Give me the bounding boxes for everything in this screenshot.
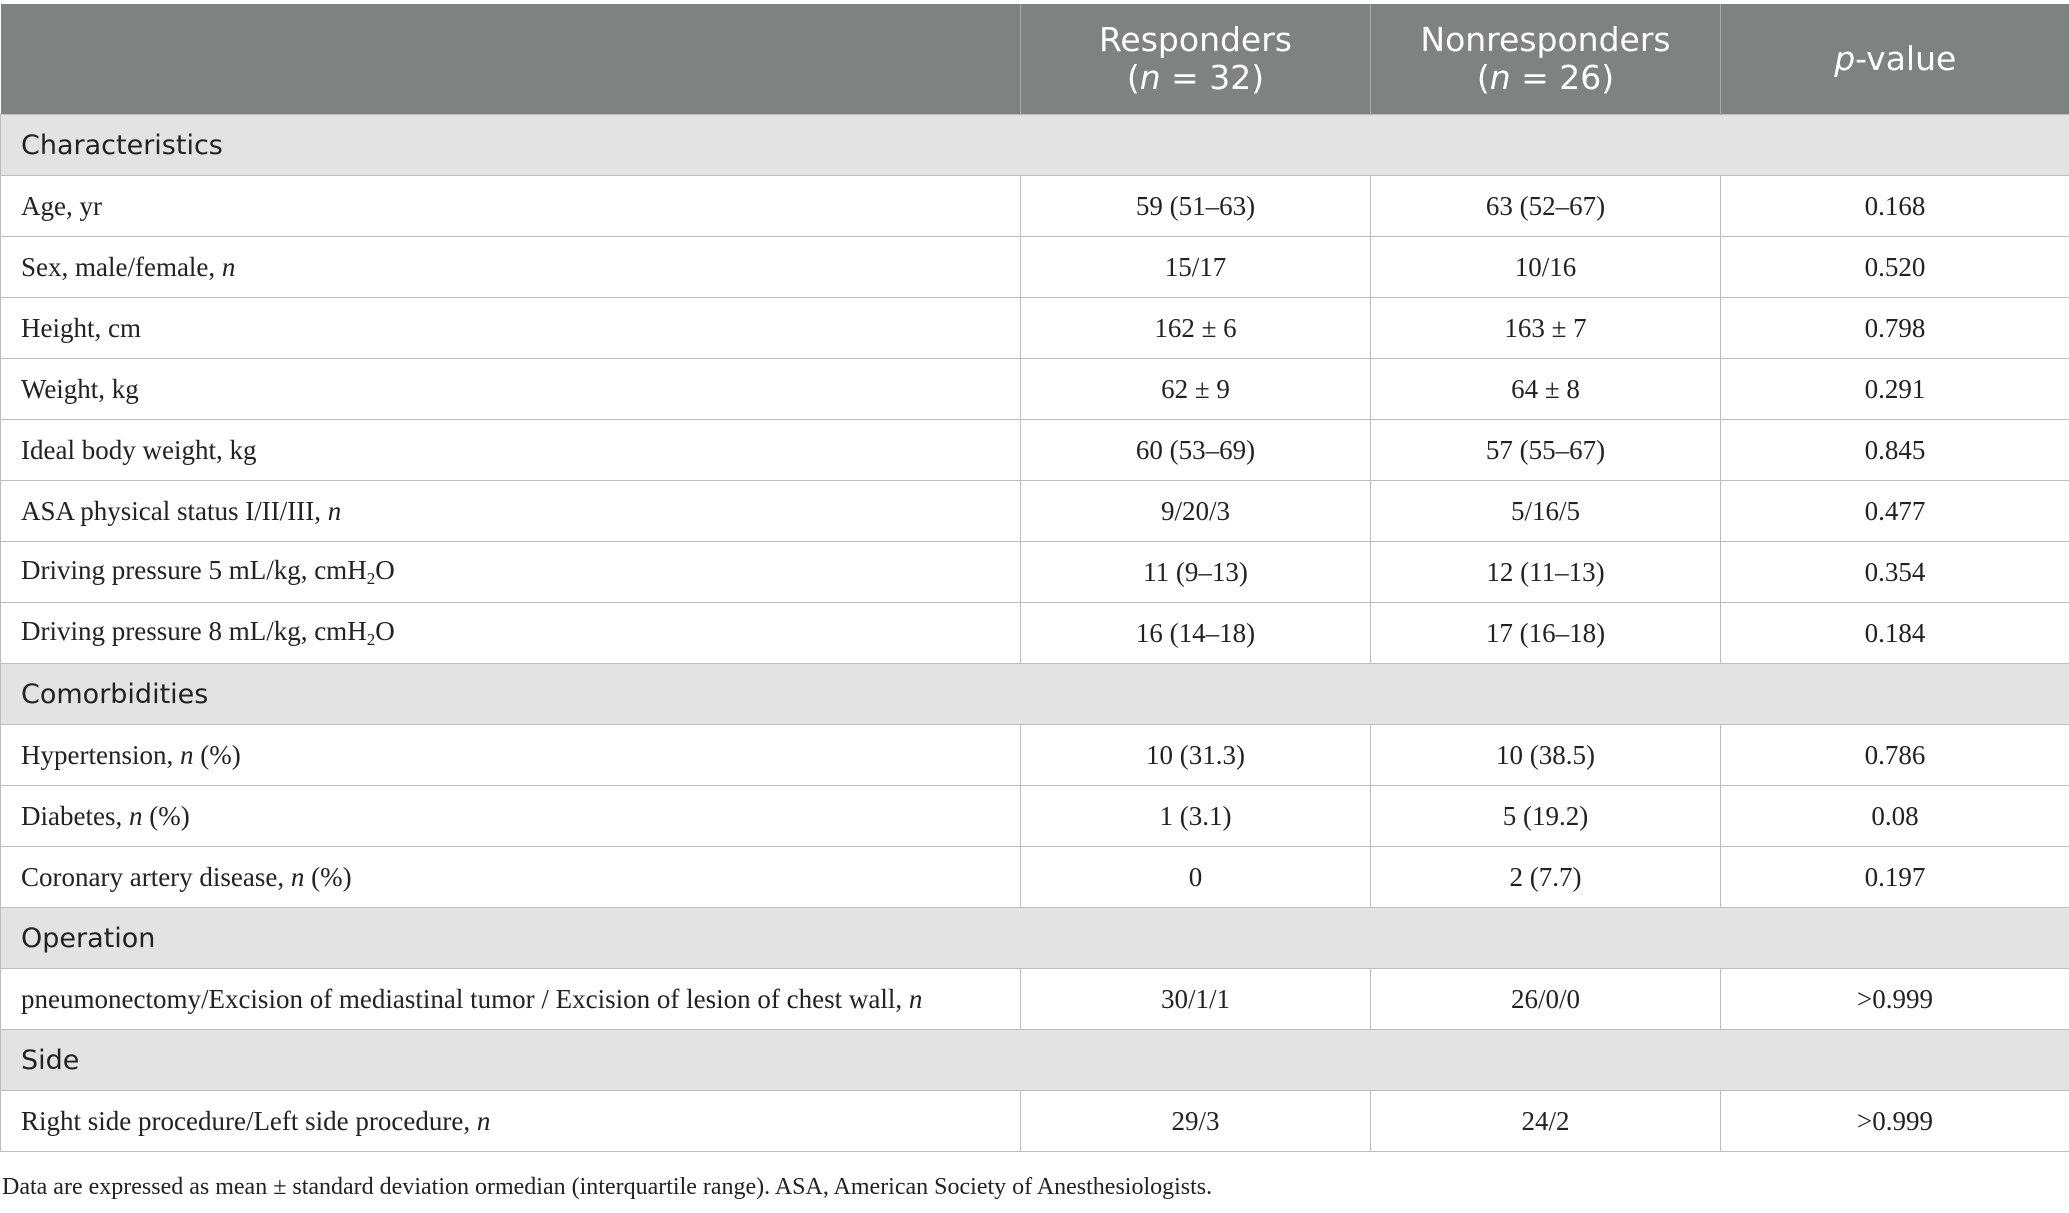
p-value-cell: >0.999 [1721, 1091, 2069, 1152]
section-row-side [1, 1030, 2069, 1091]
table-header-row [1, 4, 2069, 115]
p-value-cell: 0.786 [1721, 725, 2069, 786]
p-value-cell: >0.999 [1721, 969, 2069, 1030]
header-p-symbol: p [1834, 39, 1856, 78]
responders-cell: 62 ± 9 [1021, 359, 1371, 420]
nonresponders-cell: 24/2 [1371, 1091, 1721, 1152]
row-label [1, 603, 1021, 664]
row-label-tail: (%) [193, 739, 241, 770]
responders-cell: 162 ± 6 [1021, 298, 1371, 359]
characteristics-table [0, 4, 2069, 1152]
table-row-diabetes [1, 786, 2069, 847]
row-label-tail: (%) [304, 861, 352, 892]
nonresponders-cell: 64 ± 8 [1371, 359, 1721, 420]
row-label-text: Diabetes, [21, 800, 129, 831]
table-row-hypertension [1, 725, 2069, 786]
header-blank [1, 4, 1021, 115]
table-row-driving-pressure-5 [1, 542, 2069, 603]
row-label: Ideal body weight, kg [1, 420, 1021, 481]
header-p-rest: -value [1855, 39, 1957, 78]
row-label-text: Coronary artery disease, [21, 861, 291, 892]
header-nonresponders: Nonresponders (n = 26) [1371, 4, 1721, 115]
nonresponders-cell: 17 (16–18) [1371, 603, 1721, 664]
section-title-side: Side [1, 1030, 2069, 1091]
p-value-cell: 0.291 [1721, 359, 2069, 420]
p-value-cell: 0.845 [1721, 420, 2069, 481]
responders-cell: 60 (53–69) [1021, 420, 1371, 481]
nonresponders-cell: 12 (11–13) [1371, 542, 1721, 603]
table-container [0, 4, 2069, 1152]
p-value-cell: 0.354 [1721, 542, 2069, 603]
table-row-height [1, 298, 2069, 359]
row-label [1, 725, 1021, 786]
section-title-operation: Operation [1, 908, 2069, 969]
header-responders-n: = 32) [1160, 58, 1265, 97]
row-label-tail: O [375, 555, 395, 585]
table-row-coronary-artery-disease [1, 847, 2069, 908]
nonresponders-cell: 26/0/0 [1371, 969, 1721, 1030]
p-value-cell: 0.184 [1721, 603, 2069, 664]
row-label-italic: n [327, 495, 342, 526]
table-row-sex [1, 237, 2069, 298]
row-label-italic: n [908, 983, 923, 1014]
responders-cell: 29/3 [1021, 1091, 1371, 1152]
row-label-text: Right side procedure/Left side procedure, [21, 1105, 477, 1136]
row-label [1, 786, 1021, 847]
table-row-age [1, 176, 2069, 237]
responders-cell: 11 (9–13) [1021, 542, 1371, 603]
row-label: Age, yr [1, 176, 1021, 237]
row-label-text: Driving pressure 8 mL/kg, cmH [21, 616, 367, 646]
row-label [1, 847, 1021, 908]
row-label-subscript: 2 [366, 569, 376, 588]
nonresponders-cell: 2 (7.7) [1371, 847, 1721, 908]
responders-cell: 16 (14–18) [1021, 603, 1371, 664]
table-row-weight [1, 359, 2069, 420]
row-label-text: Driving pressure 5 mL/kg, cmH [21, 555, 367, 585]
responders-cell: 10 (31.3) [1021, 725, 1371, 786]
header-nonresponders-n-symbol: n [1489, 58, 1511, 97]
row-label [1, 969, 1021, 1030]
row-label-italic: n [128, 800, 143, 831]
row-label-tail: (%) [142, 800, 190, 831]
row-label [1, 1091, 1021, 1152]
row-label-text: Hypertension, [21, 739, 180, 770]
table-row-operation [1, 969, 2069, 1030]
row-label-text: Sex, male/female, [21, 251, 222, 282]
nonresponders-cell: 63 (52–67) [1371, 176, 1721, 237]
table-row-ideal-body-weight [1, 420, 2069, 481]
header-nonresponders-n: = 26) [1510, 58, 1615, 97]
p-value-cell: 0.520 [1721, 237, 2069, 298]
nonresponders-cell: 57 (55–67) [1371, 420, 1721, 481]
section-title-characteristics: Characteristics [1, 115, 2069, 176]
p-value-cell: 0.08 [1721, 786, 2069, 847]
row-label-italic: n [476, 1105, 491, 1136]
row-label-tail: O [375, 616, 395, 646]
nonresponders-cell: 10/16 [1371, 237, 1721, 298]
nonresponders-cell: 163 ± 7 [1371, 298, 1721, 359]
p-value-cell: 0.197 [1721, 847, 2069, 908]
header-p-value [1721, 4, 2069, 115]
p-value-cell: 0.798 [1721, 298, 2069, 359]
nonresponders-cell: 5 (19.2) [1371, 786, 1721, 847]
row-label-text: pneumonectomy/Excision of mediastinal tumor / Excision of lesion of chest wall, [21, 983, 909, 1014]
header-responders: Responders (n = 32) [1021, 4, 1371, 115]
responders-cell: 0 [1021, 847, 1371, 908]
row-label-subscript: 2 [366, 630, 376, 649]
row-label-italic: n [179, 739, 194, 770]
row-label: Weight, kg [1, 359, 1021, 420]
row-label-text: ASA physical status I/II/III, [21, 495, 328, 526]
section-row-characteristics [1, 115, 2069, 176]
p-value-cell: 0.477 [1721, 481, 2069, 542]
section-row-comorbidities [1, 664, 2069, 725]
responders-cell: 9/20/3 [1021, 481, 1371, 542]
row-label [1, 237, 1021, 298]
header-responders-label: Responders [1098, 20, 1292, 59]
row-label: Height, cm [1, 298, 1021, 359]
header-nonresponders-label: Nonresponders [1420, 20, 1671, 59]
row-label-italic: n [290, 861, 305, 892]
table-footnote: Data are expressed as mean ± standard deviation ormedian (interquartile range). ASA, American Society of Anesthesiologists. [2, 1174, 1213, 1200]
nonresponders-cell: 10 (38.5) [1371, 725, 1721, 786]
responders-cell: 59 (51–63) [1021, 176, 1371, 237]
row-label-italic: n [221, 251, 236, 282]
table-row-asa [1, 481, 2069, 542]
section-title-comorbidities: Comorbidities [1, 664, 2069, 725]
responders-cell: 30/1/1 [1021, 969, 1371, 1030]
responders-cell: 15/17 [1021, 237, 1371, 298]
nonresponders-cell: 5/16/5 [1371, 481, 1721, 542]
header-responders-n-symbol: n [1139, 58, 1161, 97]
row-label [1, 481, 1021, 542]
table-row-side [1, 1091, 2069, 1152]
p-value-cell: 0.168 [1721, 176, 2069, 237]
responders-cell: 1 (3.1) [1021, 786, 1371, 847]
table-row-driving-pressure-8 [1, 603, 2069, 664]
row-label [1, 542, 1021, 603]
section-row-operation [1, 908, 2069, 969]
